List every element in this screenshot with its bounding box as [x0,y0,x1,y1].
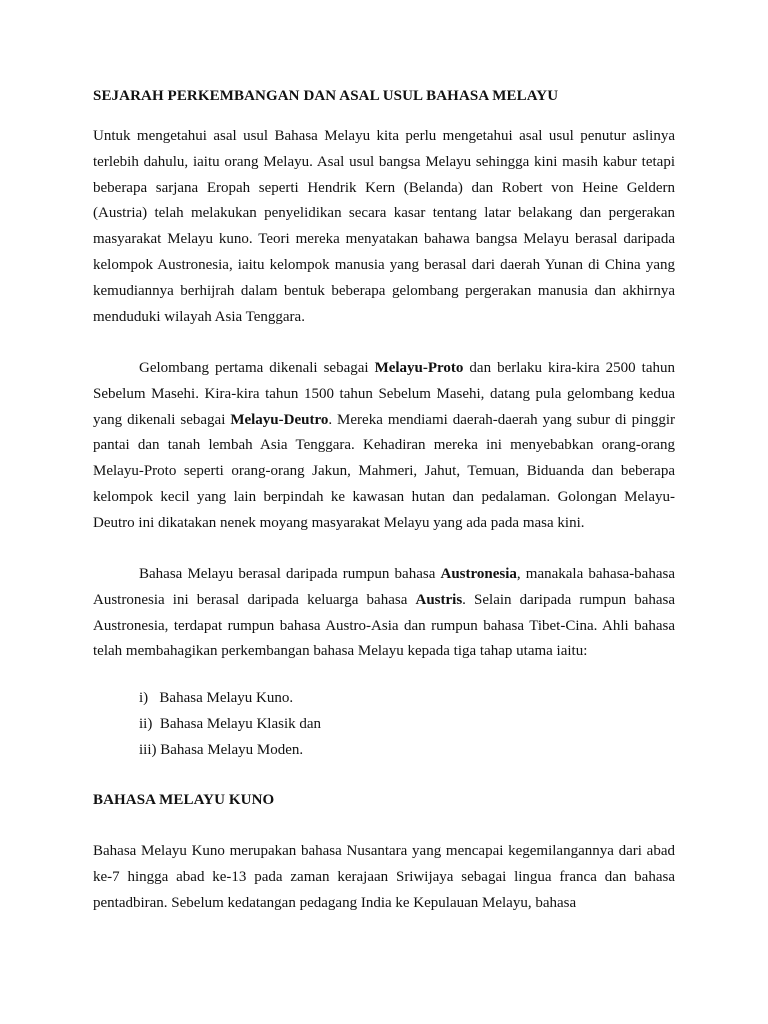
paragraph-text: , manakala bahasa-bahasa Austronesia ini berasal daripada keluarga bahasa [93,566,675,608]
paragraph-text: . Selain daripada rumpun bahasa Austronesia, terdapat rumpun bahasa Austro-Asia dan rumpun bahasa Tibet-Cina. Ahli bahasa telah membahagikan perkembangan bahasa Melayu kepada tiga tahap utama iaitu: [93,591,675,660]
paragraph-language-family [93,562,675,665]
term-austris: Austris [415,591,463,608]
document-title: SEJARAH PERKEMBANGAN DAN ASAL USUL BAHASA MELAYU [93,88,559,104]
paragraph-text: dan berlaku kira-kira 2500 tahun Sebelum Masehi. Kira-kira tahun 1500 tahun Sebelum Masehi, datang pula gelombang kedua yang dikenali sebagai [93,360,675,428]
stages-list [139,686,321,763]
paragraph-text: . Mereka mendiami daerah-daerah yang subur di pinggir pantai dan tanah lembah Asia Tenggara. Kehadiran mereka ini menyebabkan orang-orang Melayu-Proto seperti orang-orang Jakun, Mahmeri, Jahut, Temuan, Biduanda dan beberapa kelompok kecil yang lain berpindah ke kawasan hutan dan pedalaman. Golongan Melayu-Deutro ini dikatakan nenek moyang masyarakat Melayu yang ada pada masa kini. [93,411,675,531]
paragraph-origin: Untuk mengetahui asal usul Bahasa Melayu kita perlu mengetahui asal usul penutur aslinya terlebih dahulu, iaitu orang Melayu. Asal usul bangsa Melayu sehingga kini masih kabur tetapi beberapa sarjana Eropah seperti Hendrik Kern (Belanda) dan Robert von Heine Geldern (Austria) telah melakukan penyelidikan secara kasar tentang latar belakang dan pergerakan masyarakat Melayu kuno. Teori mereka menyatakan bahawa bangsa Melayu berasal daripada kelompok Austronesia, iaitu kelompok manusia yang berasal dari daerah Yunan di China yang kemudiannya berhijrah dalam bentuk beberapa gelombang pergerakan manusia dan akhirnya menduduki wilayah Asia Tenggara. [93,128,675,325]
section-heading: BAHASA MELAYU KUNO [93,792,275,808]
term-melayu-proto: Melayu-Proto [374,360,464,376]
term-melayu-deutro: Melayu-Deutro [230,411,329,428]
paragraph-text: Bahasa Melayu berasal daripada rumpun bahasa [139,566,441,582]
term-austronesia: Austronesia [440,566,517,582]
list-item: i) Bahasa Melayu Kuno. [139,690,294,706]
list-item: ii) Bahasa Melayu Klasik dan [139,715,322,732]
paragraph-migration-waves [93,356,675,537]
paragraph-melayu-kuno: Bahasa Melayu Kuno merupakan bahasa Nusantara yang mencapai kegemilangannya dari abad ke-7 hingga abad ke-13 pada zaman kerajaan Sriwijaya sebagai lingua franca dan bahasa pentadbiran. Sebelum kedatangan pedagang India ke Kepulauan Melayu, bahasa [93,843,675,911]
paragraph-text: Gelombang pertama dikenali sebagai [139,360,375,376]
list-item: iii) Bahasa Melayu Moden. [139,741,304,758]
